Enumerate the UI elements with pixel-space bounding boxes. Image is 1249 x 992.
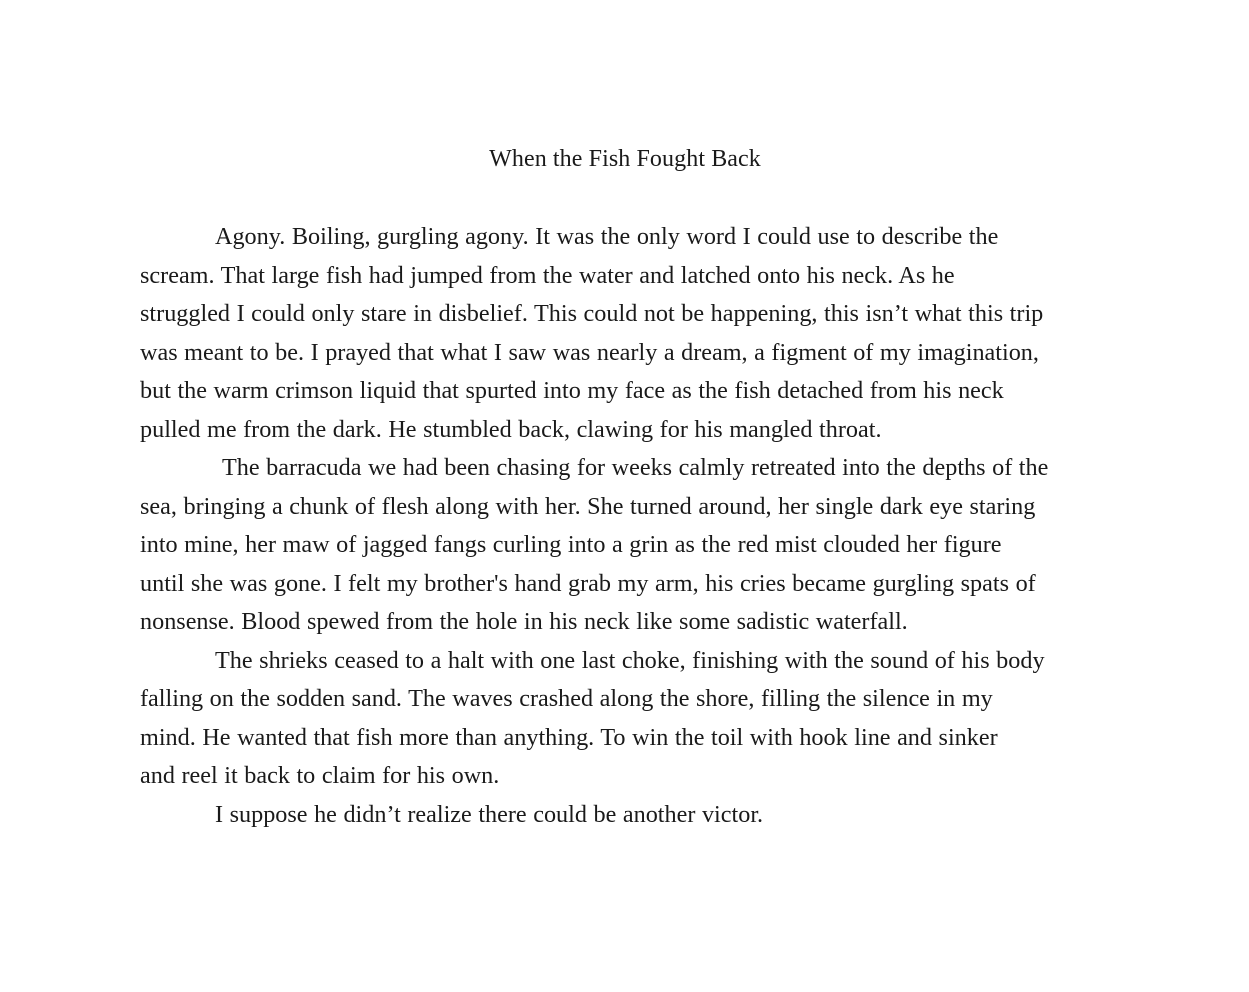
paragraph-3 [140, 642, 1110, 796]
text-line: struggled I could only stare in disbelief. This could not be happening, this isn’t what this trip [140, 300, 1044, 327]
text-line: until she was gone. I felt my brother's hand grab my arm, his cries became gurgling spats of [140, 569, 1036, 597]
text-line: falling on the sodden sand. The waves crashed along the shore, filling the silence in my [140, 685, 993, 712]
document-title: When the Fish Fought Back [489, 146, 761, 172]
text-line: was meant to be. I prayed that what I saw was nearly a dream, a figment of my imagination, [140, 338, 1039, 366]
text-line: nonsense. Blood spewed from the hole in his neck like some sadistic waterfall. [140, 608, 908, 635]
text-line: pulled me from the dark. He stumbled back, clawing for his mangled throat. [140, 415, 882, 443]
text-line: scream. That large fish had jumped from the water and latched onto his neck. As he [140, 261, 955, 289]
paragraph-2 [140, 449, 1110, 642]
paragraph-4 [140, 796, 1110, 835]
text-line: I suppose he didn’t realize there could be another victor. [215, 800, 764, 828]
document-page [140, 140, 1110, 834]
text-line: but the warm crimson liquid that spurted into my face as the fish detached from his neck [140, 377, 1004, 404]
text-line: Agony. Boiling, gurgling agony. It was the only word I could use to describe the [215, 223, 999, 250]
text-line: sea, bringing a chunk of flesh along with her. She turned around, her single dark eye staring [140, 492, 1036, 520]
paragraph-1 [140, 218, 1110, 449]
text-line: and reel it back to claim for his own. [140, 762, 500, 789]
text-line: into mine, her maw of jagged fangs curling into a grin as the red mist clouded her figure [140, 531, 1002, 558]
text-line: The barracuda we had been chasing for weeks calmly retreated into the depths of the [222, 454, 1049, 481]
text-line: mind. He wanted that fish more than anything. To win the toil with hook line and sinker [140, 723, 998, 751]
text-line: The shrieks ceased to a halt with one last choke, finishing with the sound of his body [215, 646, 1045, 674]
